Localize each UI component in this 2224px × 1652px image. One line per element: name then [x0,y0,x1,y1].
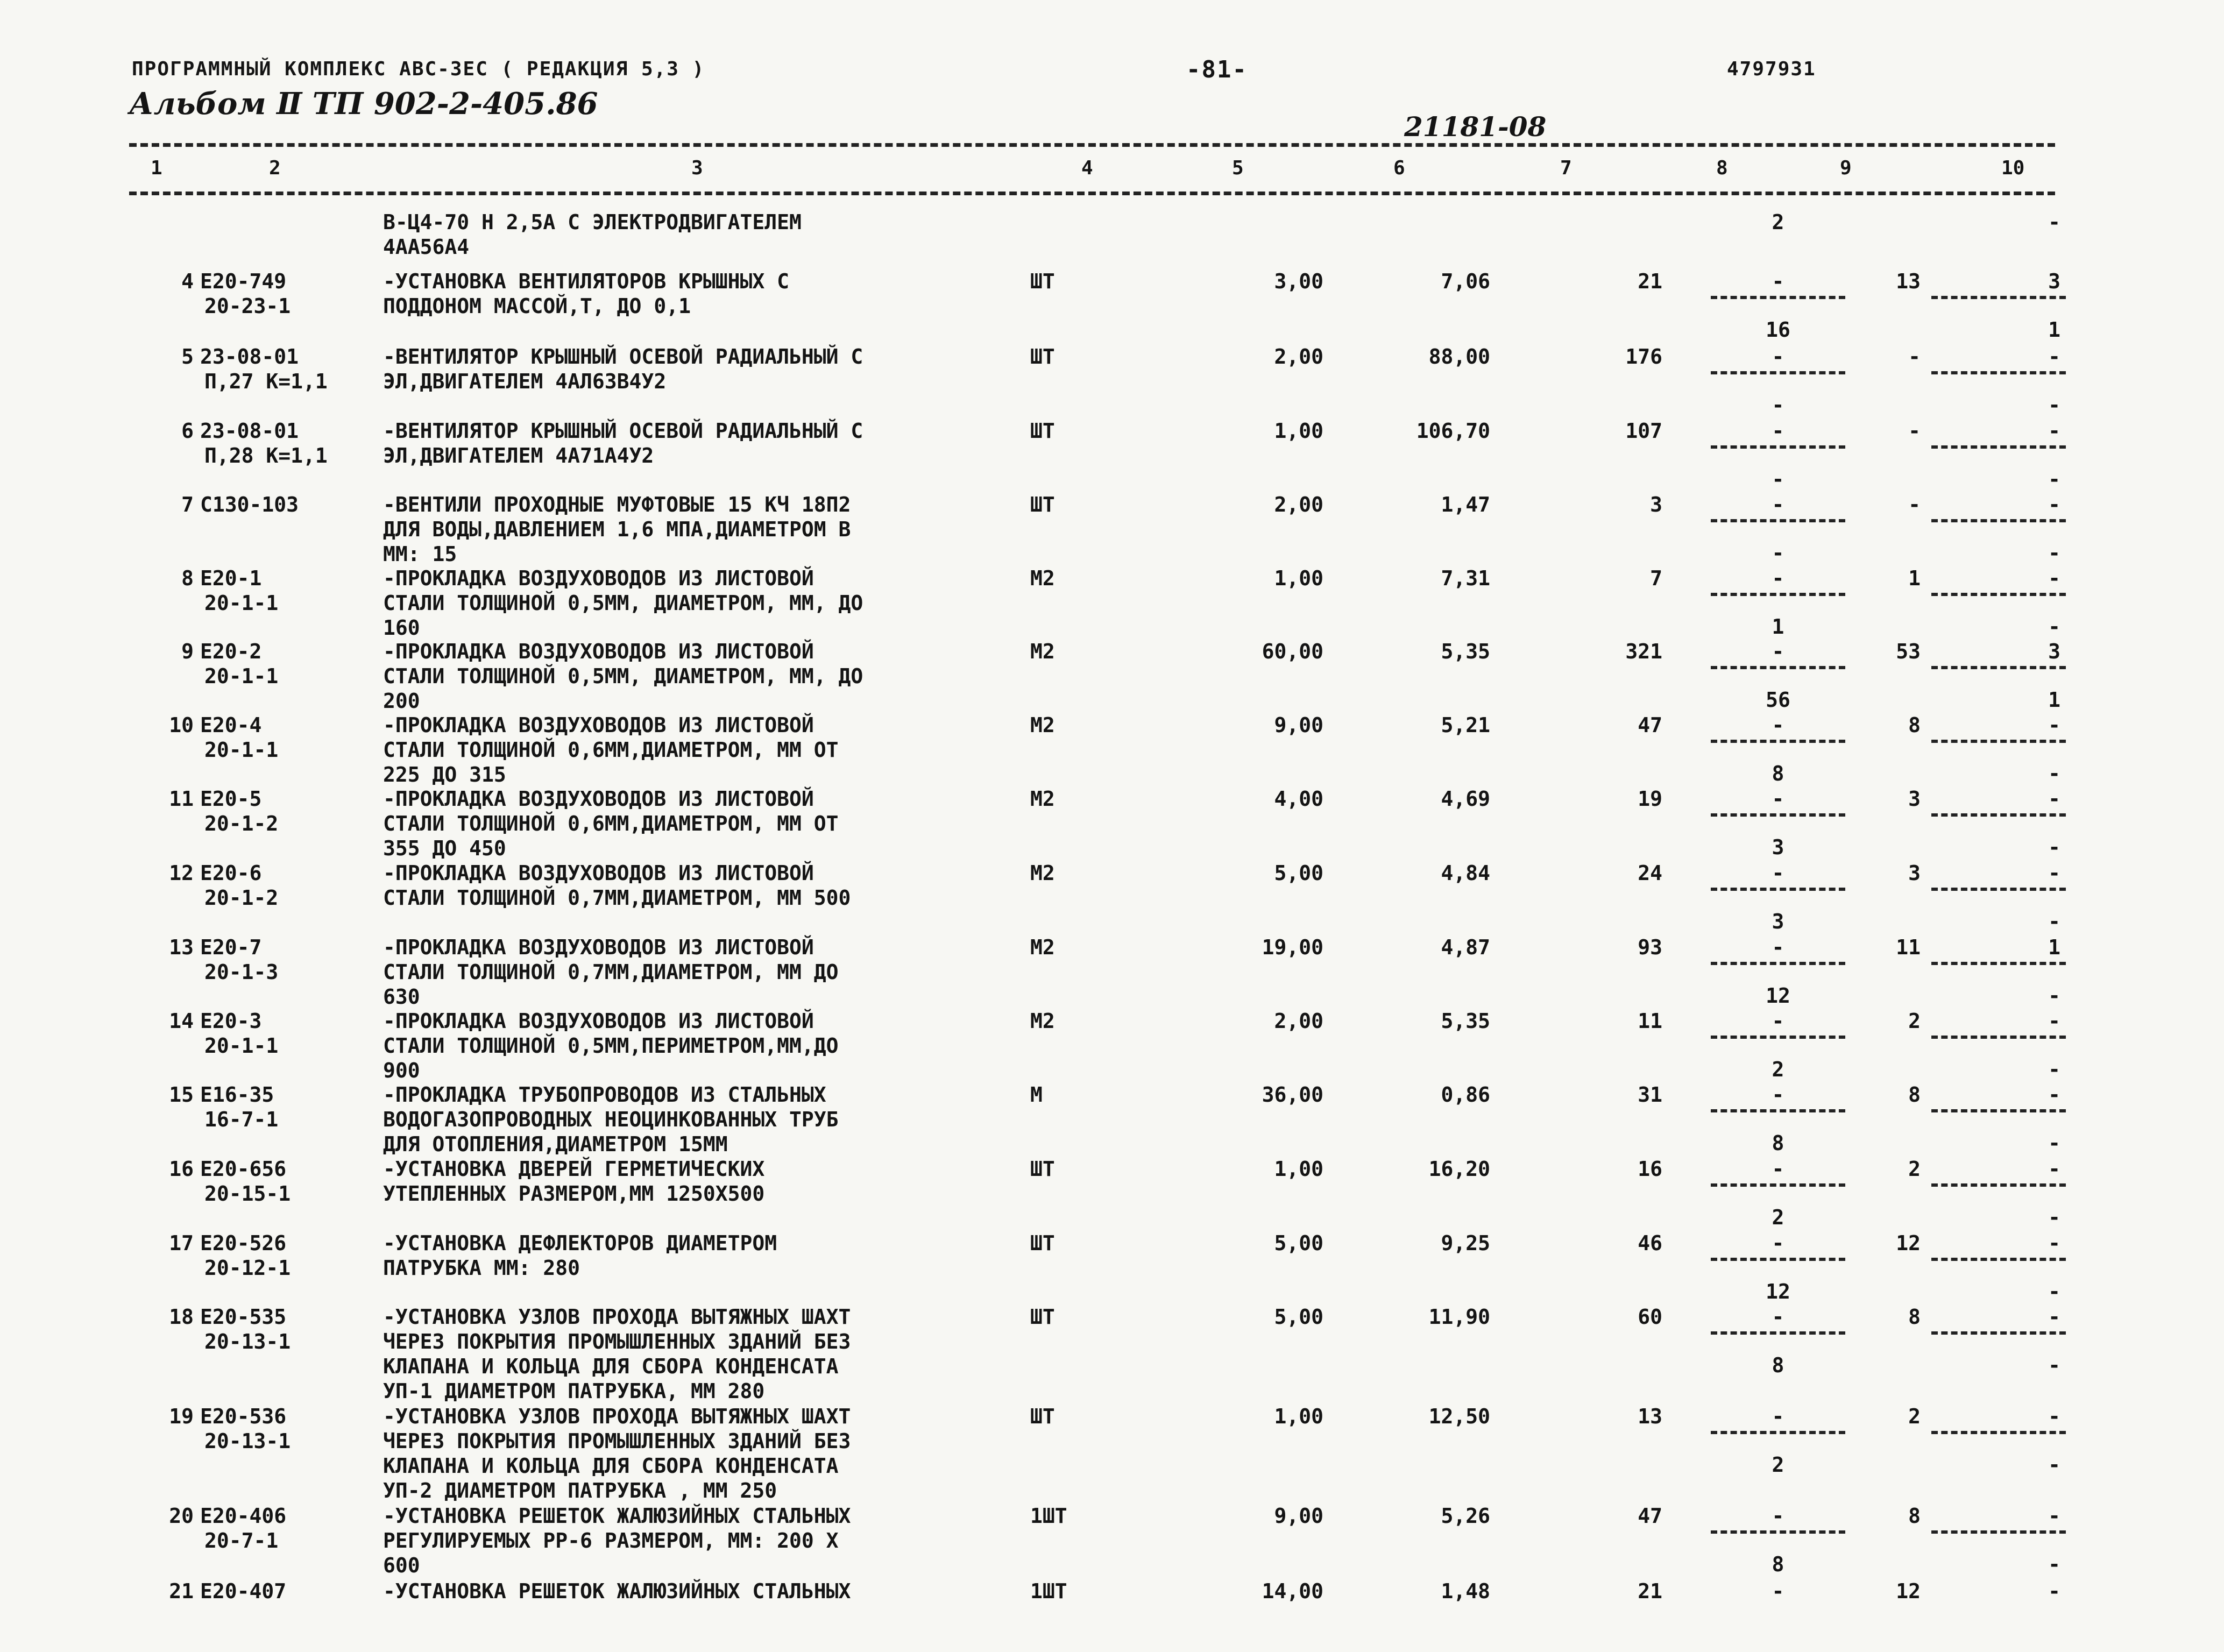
col10-numerator: 1 [2048,935,2060,959]
total-cost-value: 24 [1638,861,1662,885]
rate-subcode: 20-13-1 [204,1330,291,1353]
work-description: -УСТАНОВКА УЗЛОВ ПРОХОДА ВЫТЯЖНЫХ ШАХТ ЧЕРЕЗ ПОКРЫТИЯ ПРОМЫШЛЕННЫХ ЗДАНИЙ БЕЗ КЛАПАНА И КОЛЬЦА ДЛЯ СБОРА КОНДЕНСАТА УП-2 ДИАМЕТРОМ ПАТРУБКА , ММ 250 [383,1405,851,1502]
col8-numerator: - [1772,787,1784,811]
total-cost-value: 11 [1638,1009,1662,1033]
rate-subcode: 20-12-1 [204,1256,291,1280]
unit-price-value: 5,35 [1441,640,1490,663]
work-description: -УСТАНОВКА УЗЛОВ ПРОХОДА ВЫТЯЖНЫХ ШАХТ ЧЕРЕЗ ПОКРЫТИЯ ПРОМЫШЛЕННЫХ ЗДАНИЙ БЕЗ КЛАПАНА И КОЛЬЦА ДЛЯ СБОРА КОНДЕНСАТА УП-1 ДИАМЕТРОМ ПАТРУБКА, ММ 280 [383,1305,851,1403]
col10-numerator: - [2048,1405,2060,1428]
col8-numerator: - [1772,1305,1784,1329]
col8-numerator: - [1772,713,1784,737]
col10-numerator: - [2048,1009,2060,1033]
unit-price-value: 5,21 [1441,713,1490,737]
quantity-value: 1,00 [1274,566,1323,590]
unit-price-value: 5,26 [1441,1504,1490,1528]
row-number: 16 [169,1157,194,1181]
program-header: ПРОГРАММНЫЙ КОМПЛЕКС АВС-3ЕС ( РЕДАКЦИЯ 5,3 ) [132,58,705,80]
rate-subcode: 20-1-1 [204,664,279,688]
col10-fraction-rule [1931,813,2066,817]
col9-value: 12 [1896,1231,1921,1255]
unit-of-measure: 1ШТ [1030,1504,1067,1528]
row-number: 9 [181,640,194,663]
work-description: -УСТАНОВКА ДЕФЛЕКТОРОВ ДИАМЕТРОМ ПАТРУБКА ММ: 280 [383,1231,777,1280]
column-header-8: 8 [1716,157,1728,179]
work-description: -ПРОКЛАДКА ВОЗДУХОВОДОВ ИЗ ЛИСТОВОЙ СТАЛИ ТОЛЩИНОЙ 0,5ММ, ДИАМЕТРОМ, ММ, ДО 160 [383,566,863,640]
col10-fraction-rule [1931,371,2066,374]
col9-value: 8 [1908,1083,1921,1107]
unit-of-measure: ШТ [1030,345,1055,368]
col10-denominator: - [2048,1206,2060,1229]
total-cost-value: 19 [1638,787,1662,811]
work-description: -УСТАНОВКА РЕШЕТОК ЖАЛЮЗИЙНЫХ СТАЛЬНЫХ [383,1579,851,1603]
col10-denominator: - [2048,762,2060,785]
work-description: -ВЕНТИЛИ ПРОХОДНЫЕ МУФТОВЫЕ 15 КЧ 18П2 ДЛЯ ВОДЫ,ДАВЛЕНИЕМ 1,6 МПА,ДИАМЕТРОМ В ММ: 15 [383,493,851,566]
col8-numerator: - [1772,1579,1784,1603]
col9-value: 2 [1908,1157,1921,1181]
rate-code: Е20-2 [200,640,262,663]
work-description: -УСТАНОВКА РЕШЕТОК ЖАЛЮЗИЙНЫХ СТАЛЬНЫХ РЕГУЛИРУЕМЫХ РР-6 РАЗМЕРОМ, ММ: 200 Х 600 [383,1504,851,1577]
unit-of-measure: ШТ [1030,1405,1055,1428]
quantity-value: 36,00 [1262,1083,1323,1107]
col10-denominator: - [2048,210,2060,234]
unit-price-value: 12,50 [1428,1405,1490,1428]
total-cost-value: 7 [1650,566,1662,590]
rate-code: Е20-1 [200,566,262,590]
col8-numerator: - [1772,345,1784,368]
rate-code: Е20-7 [200,935,262,959]
col10-fraction-rule [1931,1109,2066,1112]
col10-denominator: - [2048,615,2060,639]
quantity-value: 3,00 [1274,270,1323,293]
total-cost-value: 16 [1638,1157,1662,1181]
col8-denominator: 16 [1766,318,1790,342]
col8-denominator: 8 [1772,1353,1784,1377]
row-number: 4 [181,270,194,293]
rate-code: 23-08-01 [200,419,299,443]
col10-numerator: - [2048,566,2060,590]
col10-denominator: - [2048,1280,2060,1303]
row-number: 6 [181,419,194,443]
col8-denominator: 1 [1772,615,1784,639]
column-header-7: 7 [1560,157,1572,179]
col10-numerator: - [2048,419,2060,443]
unit-price-value: 16,20 [1428,1157,1490,1181]
col9-value: 2 [1908,1009,1921,1033]
col9-value: - [1908,345,1921,368]
col8-numerator: - [1772,1231,1784,1255]
col8-numerator: - [1772,419,1784,443]
col8-fraction-rule [1711,1431,1845,1434]
col9-value: 1 [1908,566,1921,590]
work-description: -ПРОКЛАДКА ВОЗДУХОВОДОВ ИЗ ЛИСТОВОЙ СТАЛИ ТОЛЩИНОЙ 0,7ММ,ДИАМЕТРОМ, ММ ДО 630 [383,935,839,1009]
row-number: 19 [169,1405,194,1428]
unit-of-measure: 1ШТ [1030,1579,1067,1603]
col8-numerator: - [1772,1157,1784,1181]
quantity-value: 1,00 [1274,419,1323,443]
row-number: 7 [181,493,194,516]
rate-code: С130-103 [200,493,299,516]
col8-denominator: 12 [1766,1280,1790,1303]
unit-of-measure: М2 [1030,787,1055,811]
work-description: -УСТАНОВКА ДВЕРЕЙ ГЕРМЕТИЧЕСКИХ УТЕПЛЕННЫХ РАЗМЕРОМ,ММ 1250Х500 [383,1157,765,1206]
row-number: 17 [169,1231,194,1255]
col10-fraction-rule [1931,962,2066,965]
col8-numerator: - [1772,861,1784,885]
col10-numerator: - [2048,1231,2060,1255]
col10-numerator: - [2048,1579,2060,1603]
col10-denominator: - [2048,910,2060,933]
rate-subcode: П,28 К=1,1 [204,444,328,467]
total-cost-value: 21 [1638,1579,1662,1603]
col10-denominator: - [2048,984,2060,1008]
total-cost-value: 13 [1638,1405,1662,1428]
quantity-value: 5,00 [1274,1305,1323,1329]
quantity-value: 9,00 [1274,713,1323,737]
rate-subcode: 20-1-1 [204,1034,279,1058]
work-description: -ПРОКЛАДКА ТРУБОПРОВОДОВ ИЗ СТАЛЬНЫХ ВОДОГАЗОПРОВОДНЫХ НЕОЦИНКОВАННЫХ ТРУБ ДЛЯ ОТОПЛЕНИЯ,ДИАМЕТРОМ 15ММ [383,1083,839,1156]
col8-denominator: 3 [1772,910,1784,933]
col8-numerator: - [1772,1405,1784,1428]
rate-code: Е20-3 [200,1009,262,1033]
rate-subcode: 20-1-1 [204,738,279,762]
unit-price-value: 1,47 [1441,493,1490,516]
rate-code: Е20-6 [200,861,262,885]
col8-fraction-rule [1711,1183,1845,1187]
rate-subcode: П,27 К=1,1 [204,370,328,393]
col8-fraction-rule [1711,962,1845,965]
unit-price-value: 4,87 [1441,935,1490,959]
unit-price-value: 5,35 [1441,1009,1490,1033]
col10-fraction-rule [1931,519,2066,522]
col8-fraction-rule [1711,666,1845,669]
col10-denominator: - [2048,1453,2060,1477]
col10-numerator: - [2048,787,2060,811]
col10-fraction-rule [1931,1431,2066,1434]
rate-subcode: 20-13-1 [204,1429,291,1453]
col10-denominator: - [2048,1131,2060,1155]
col10-fraction-rule [1931,296,2066,299]
col8-fraction-rule [1711,1530,1845,1534]
unit-price-value: 4,84 [1441,861,1490,885]
col8-denominator: - [1772,541,1784,565]
quantity-value: 60,00 [1262,640,1323,663]
unit-of-measure: М2 [1030,566,1055,590]
col8-numerator: - [1772,493,1784,516]
col8-denominator: 2 [1772,210,1784,234]
header-dashed-rule [129,192,2055,195]
quantity-value: 5,00 [1274,1231,1323,1255]
rate-code: Е20-535 [200,1305,287,1329]
work-description: В-Ц4-70 Н 2,5А С ЭЛЕКТРОДВИГАТЕЛЕМ 4АА56А4 [383,210,802,259]
total-cost-value: 31 [1638,1083,1662,1107]
work-description: -ВЕНТИЛЯТОР КРЫШНЫЙ ОСЕВОЙ РАДИАЛЬНЫЙ С ЭЛ,ДВИГАТЕЛЕМ 4А71А4У2 [383,419,863,467]
rate-code: Е20-406 [200,1504,287,1528]
col8-denominator: 8 [1772,1552,1784,1576]
column-header-4: 4 [1081,157,1093,179]
col10-denominator: 1 [2048,688,2060,712]
unit-of-measure: М [1030,1083,1043,1107]
col10-numerator: - [2048,1083,2060,1107]
unit-of-measure: М2 [1030,861,1055,885]
col8-fraction-rule [1711,593,1845,596]
col9-value: - [1908,419,1921,443]
col8-fraction-rule [1711,740,1845,743]
col8-denominator: 8 [1772,1131,1784,1155]
unit-of-measure: М2 [1030,640,1055,663]
page-number: -81- [1186,56,1248,83]
col9-value: 3 [1908,787,1921,811]
work-description: -ПРОКЛАДКА ВОЗДУХОВОДОВ ИЗ ЛИСТОВОЙ СТАЛИ ТОЛЩИНОЙ 0,7ММ,ДИАМЕТРОМ, ММ 500 [383,861,851,910]
total-cost-value: 46 [1638,1231,1662,1255]
col9-value: - [1908,493,1921,516]
quantity-value: 2,00 [1274,345,1323,368]
rate-code: 23-08-01 [200,345,299,368]
row-number: 20 [169,1504,194,1528]
column-header-1: 1 [151,157,162,179]
col10-numerator: - [2048,1157,2060,1181]
col8-fraction-rule [1711,1109,1845,1112]
rate-subcode: 20-1-1 [204,591,279,615]
quantity-value: 1,00 [1274,1405,1323,1428]
col8-fraction-rule [1711,371,1845,374]
col8-numerator: - [1772,270,1784,293]
col8-fraction-rule [1711,519,1845,522]
album-handwritten-note: Альбом Ⅱ ТП 902-2-405.86 [129,86,598,122]
col8-fraction-rule [1711,296,1845,299]
quantity-value: 9,00 [1274,1504,1323,1528]
rate-code: Е16-35 [200,1083,274,1107]
col10-denominator: - [2048,1353,2060,1377]
col8-fraction-rule [1711,445,1845,449]
col10-fraction-rule [1931,1530,2066,1534]
row-number: 21 [169,1579,194,1603]
col10-numerator: 3 [2048,270,2060,293]
total-cost-value: 47 [1638,1504,1662,1528]
col8-denominator: 2 [1772,1206,1784,1229]
col10-denominator: - [2048,1552,2060,1576]
unit-of-measure: М2 [1030,1009,1055,1033]
col10-denominator: - [2048,393,2060,417]
rate-code: Е20-749 [200,270,287,293]
col10-numerator: - [2048,1305,2060,1329]
col8-denominator: 56 [1766,688,1790,712]
col10-denominator: - [2048,1058,2060,1081]
col10-fraction-rule [1931,666,2066,669]
work-description: -ПРОКЛАДКА ВОЗДУХОВОДОВ ИЗ ЛИСТОВОЙ СТАЛИ ТОЛЩИНОЙ 0,6ММ,ДИАМЕТРОМ, ММ ОТ 225 ДО 315 [383,713,839,786]
work-description: -ПРОКЛАДКА ВОЗДУХОВОДОВ ИЗ ЛИСТОВОЙ СТАЛИ ТОЛЩИНОЙ 0,6ММ,ДИАМЕТРОМ, ММ ОТ 355 ДО 450 [383,787,839,860]
col10-denominator: 1 [2048,318,2060,342]
total-cost-value: 107 [1625,419,1662,443]
col8-denominator: - [1772,393,1784,417]
rate-subcode: 20-7-1 [204,1529,279,1552]
project-code-handwritten: 21181-08 [1404,111,1547,143]
col8-numerator: - [1772,566,1784,590]
col10-numerator: 3 [2048,640,2060,663]
row-number: 11 [169,787,194,811]
unit-of-measure: ШТ [1030,1305,1055,1329]
col10-denominator: - [2048,467,2060,491]
column-header-9: 9 [1840,157,1852,179]
total-cost-value: 3 [1650,493,1662,516]
quantity-value: 2,00 [1274,493,1323,516]
row-number: 10 [169,713,194,737]
unit-of-measure: ШТ [1030,419,1055,443]
row-number: 12 [169,861,194,885]
col10-numerator: - [2048,1504,2060,1528]
rate-code: Е20-407 [200,1579,287,1603]
col10-numerator: - [2048,493,2060,516]
col8-denominator: - [1772,467,1784,491]
row-number: 14 [169,1009,194,1033]
col10-fraction-rule [1931,888,2066,891]
unit-price-value: 7,31 [1441,566,1490,590]
rate-subcode: 20-1-2 [204,886,279,910]
col9-value: 11 [1896,935,1921,959]
col9-value: 53 [1896,640,1921,663]
col8-denominator: 12 [1766,984,1790,1008]
unit-price-value: 11,90 [1428,1305,1490,1329]
col8-numerator: - [1772,1009,1784,1033]
unit-price-value: 106,70 [1416,419,1490,443]
unit-price-value: 7,06 [1441,270,1490,293]
col9-value: 2 [1908,1405,1921,1428]
column-header-3: 3 [691,157,703,179]
work-description: -УСТАНОВКА ВЕНТИЛЯТОРОВ КРЫШНЫХ С ПОДДОНОМ МАССОЙ,Т, ДО 0,1 [383,270,789,318]
quantity-value: 1,00 [1274,1157,1323,1181]
rate-code: Е20-656 [200,1157,287,1181]
unit-of-measure: М2 [1030,935,1055,959]
column-header-10: 10 [2001,157,2025,179]
top-dashed-rule [129,143,2055,147]
column-header-2: 2 [269,157,281,179]
column-header-5: 5 [1232,157,1244,179]
col9-value: 8 [1908,1504,1921,1528]
unit-of-measure: ШТ [1030,493,1055,516]
rate-subcode: 20-1-2 [204,812,279,835]
col8-denominator: 2 [1772,1058,1784,1081]
col8-numerator: - [1772,935,1784,959]
col10-fraction-rule [1931,445,2066,449]
rate-code: Е20-526 [200,1231,287,1255]
rate-code: Е20-536 [200,1405,287,1428]
col8-denominator: 8 [1772,762,1784,785]
work-description: -ПРОКЛАДКА ВОЗДУХОВОДОВ ИЗ ЛИСТОВОЙ СТАЛИ ТОЛЩИНОЙ 0,5ММ, ДИАМЕТРОМ, ММ, ДО 200 [383,640,863,713]
col8-numerator: - [1772,1083,1784,1107]
unit-of-measure: ШТ [1030,1231,1055,1255]
total-cost-value: 47 [1638,713,1662,737]
work-description: -ВЕНТИЛЯТОР КРЫШНЫЙ ОСЕВОЙ РАДИАЛЬНЫЙ С ЭЛ,ДВИГАТЕЛЕМ 4АЛ63В4У2 [383,345,863,393]
col8-numerator: - [1772,640,1784,663]
rate-subcode: 20-23-1 [204,294,291,318]
rate-subcode: 20-1-3 [204,960,279,984]
unit-price-value: 1,48 [1441,1579,1490,1603]
col8-fraction-rule [1711,1258,1845,1261]
rate-subcode: 20-15-1 [204,1182,291,1206]
col9-value: 13 [1896,270,1921,293]
unit-price-value: 9,25 [1441,1231,1490,1255]
unit-of-measure: ШТ [1030,1157,1055,1181]
col10-numerator: - [2048,345,2060,368]
col10-fraction-rule [1931,1331,2066,1335]
col8-denominator: 2 [1772,1453,1784,1477]
col8-denominator: 3 [1772,835,1784,859]
col8-fraction-rule [1711,813,1845,817]
row-number: 8 [181,566,194,590]
col9-value: 8 [1908,1305,1921,1329]
rate-code: Е20-4 [200,713,262,737]
rate-code: Е20-5 [200,787,262,811]
unit-price-value: 0,86 [1441,1083,1490,1107]
col10-fraction-rule [1931,740,2066,743]
quantity-value: 5,00 [1274,861,1323,885]
col8-numerator: - [1772,1504,1784,1528]
quantity-value: 14,00 [1262,1579,1323,1603]
total-cost-value: 176 [1625,345,1662,368]
unit-price-value: 88,00 [1428,345,1490,368]
col10-fraction-rule [1931,1183,2066,1187]
unit-of-measure: М2 [1030,713,1055,737]
quantity-value: 2,00 [1274,1009,1323,1033]
row-number: 18 [169,1305,194,1329]
col10-numerator: - [2048,861,2060,885]
row-number: 15 [169,1083,194,1107]
quantity-value: 19,00 [1262,935,1323,959]
row-number: 5 [181,345,194,368]
total-cost-value: 60 [1638,1305,1662,1329]
col10-denominator: - [2048,541,2060,565]
rate-subcode: 16-7-1 [204,1108,279,1131]
col10-numerator: - [2048,713,2060,737]
total-cost-value: 21 [1638,270,1662,293]
unit-price-value: 4,69 [1441,787,1490,811]
document-number: 4797931 [1727,58,1816,80]
col8-fraction-rule [1711,1036,1845,1039]
col8-fraction-rule [1711,888,1845,891]
quantity-value: 4,00 [1274,787,1323,811]
col10-fraction-rule [1931,1036,2066,1039]
col10-fraction-rule [1931,593,2066,596]
col9-value: 12 [1896,1579,1921,1603]
col9-value: 3 [1908,861,1921,885]
col8-fraction-rule [1711,1331,1845,1335]
total-cost-value: 321 [1625,640,1662,663]
col10-denominator: - [2048,835,2060,859]
row-number: 13 [169,935,194,959]
work-description: -ПРОКЛАДКА ВОЗДУХОВОДОВ ИЗ ЛИСТОВОЙ СТАЛИ ТОЛЩИНОЙ 0,5ММ,ПЕРИМЕТРОМ,ММ,ДО 900 [383,1009,839,1082]
column-header-6: 6 [1393,157,1405,179]
col10-fraction-rule [1931,1258,2066,1261]
unit-of-measure: ШТ [1030,270,1055,293]
total-cost-value: 93 [1638,935,1662,959]
col9-value: 8 [1908,713,1921,737]
